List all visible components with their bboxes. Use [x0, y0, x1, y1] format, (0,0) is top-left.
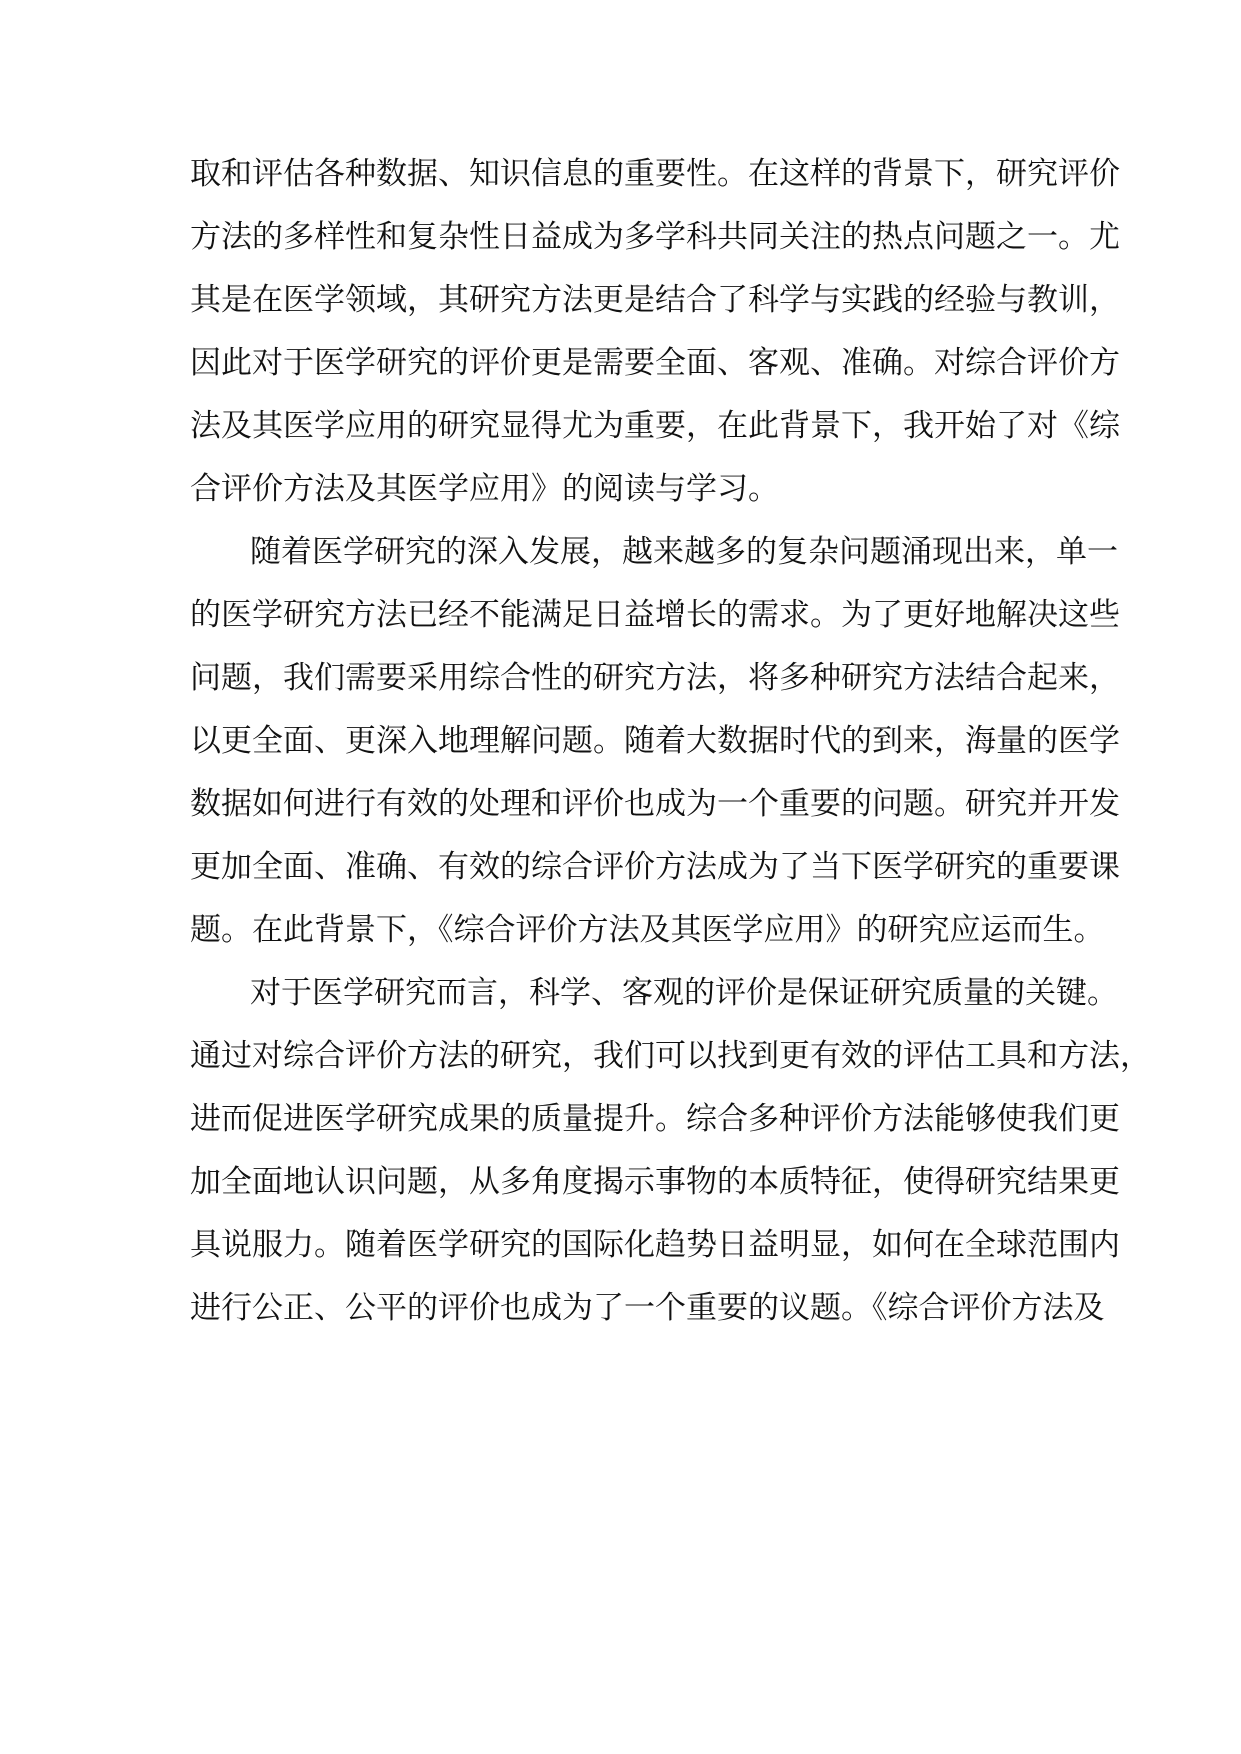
text-line: 合评价方法及其医学应用》的阅读与学习。: [190, 471, 779, 507]
text-line: 其是在医学领域，其研究方法更是结合了科学与实践的经验与教训，: [190, 282, 1120, 318]
text-line: 进行公正、公平的评价也成为了一个重要的议题。《综合评价方法及: [190, 1290, 1105, 1326]
text-line: 的医学研究方法已经不能满足日益增长的需求。为了更好地解决这些: [190, 597, 1120, 633]
text-line: 进而促进医学研究成果的质量提升。综合多种评价方法能够使我们更: [190, 1101, 1120, 1137]
body-text: [190, 143, 1151, 1340]
text-line: 加全面地认识问题，从多角度揭示事物的本质特征，使得研究结果更: [190, 1164, 1120, 1200]
text-line: 对于医学研究而言，科学、客观的评价是保证研究质量的关键。: [250, 975, 1118, 1011]
paragraph-1: [190, 143, 1120, 521]
text-line: 问题，我们需要采用综合性的研究方法，将多种研究方法结合起来，: [190, 660, 1120, 696]
text-line: 具说服力。随着医学研究的国际化趋势日益明显，如何在全球范围内: [190, 1227, 1120, 1263]
text-line: 法及其医学应用的研究显得尤为重要，在此背景下，我开始了对《综: [190, 408, 1120, 444]
text-line: 取和评估各种数据、知识信息的重要性。在这样的背景下，研究评价: [190, 156, 1120, 192]
text-line: 通过对综合评价方法的研究，我们可以找到更有效的评估工具和方法，: [190, 1038, 1151, 1074]
text-line: 方法的多样性和复杂性日益成为多学科共同关注的热点问题之一。尤: [190, 219, 1120, 255]
paragraph-2: [190, 521, 1120, 962]
paragraph-3: [190, 962, 1151, 1340]
text-line: 数据如何进行有效的处理和评价也成为一个重要的问题。研究并开发: [190, 786, 1120, 822]
text-line: 以更全面、更深入地理解问题。随着大数据时代的到来，海量的医学: [190, 723, 1120, 759]
text-line: 随着医学研究的深入发展，越来越多的复杂问题涌现出来，单一: [250, 534, 1118, 570]
text-line: 更加全面、准确、有效的综合评价方法成为了当下医学研究的重要课: [190, 849, 1120, 885]
text-line: 因此对于医学研究的评价更是需要全面、客观、准确。对综合评价方: [190, 345, 1120, 381]
text-line: 题。在此背景下，《综合评价方法及其医学应用》的研究应运而生。: [190, 912, 1105, 948]
